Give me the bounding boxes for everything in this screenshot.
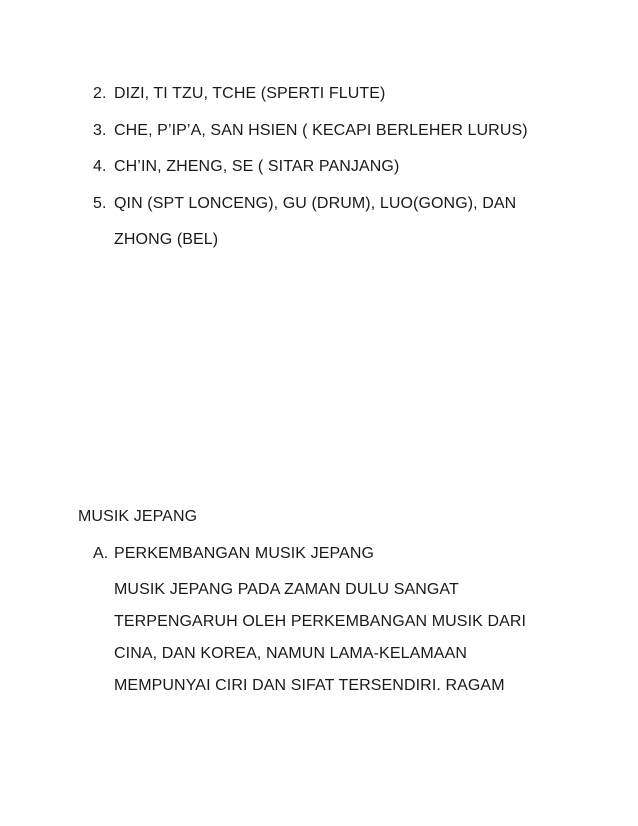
list-item: [93, 84, 385, 104]
list-item-text: CHE, P’IP’A, SAN HSIEN ( KECAPI BERLEHER LURUS): [114, 122, 528, 139]
list-item-text: QIN (SPT LONCENG), GU (DRUM), LUO(GONG), DAN: [114, 195, 517, 212]
paragraph-line: CINA, DAN KOREA, NAMUN LAMA-KELAMAAN: [114, 645, 467, 662]
paragraph-line: MUSIK JEPANG PADA ZAMAN DULU SANGAT: [114, 581, 459, 598]
subsection-title: PERKEMBANGAN MUSIK JEPANG: [114, 545, 375, 562]
list-item-text: CH’IN, ZHENG, SE ( SITAR PANJANG): [114, 158, 400, 175]
list-item-number: 4.: [93, 158, 107, 175]
list-item-continuation: ZHONG (BEL): [114, 231, 219, 248]
list-item-number: 5.: [93, 195, 107, 212]
list-item-number: 2.: [93, 85, 107, 102]
list-item: [93, 194, 516, 214]
list-item: [93, 157, 399, 177]
paragraph-line: MEMPUNYAI CIRI DAN SIFAT TERSENDIRI. RAGAM: [114, 677, 505, 694]
section-title: MUSIK JEPANG: [78, 508, 198, 525]
list-item-text: DIZI, TI TZU, TCHE (SPERTI FLUTE): [114, 85, 386, 102]
subsection-heading: [93, 544, 374, 564]
list-item-number: 3.: [93, 122, 107, 139]
list-item: [93, 121, 528, 141]
paragraph-line: TERPENGARUH OLEH PERKEMBANGAN MUSIK DARI: [114, 613, 527, 630]
subsection-label: A.: [93, 545, 109, 562]
